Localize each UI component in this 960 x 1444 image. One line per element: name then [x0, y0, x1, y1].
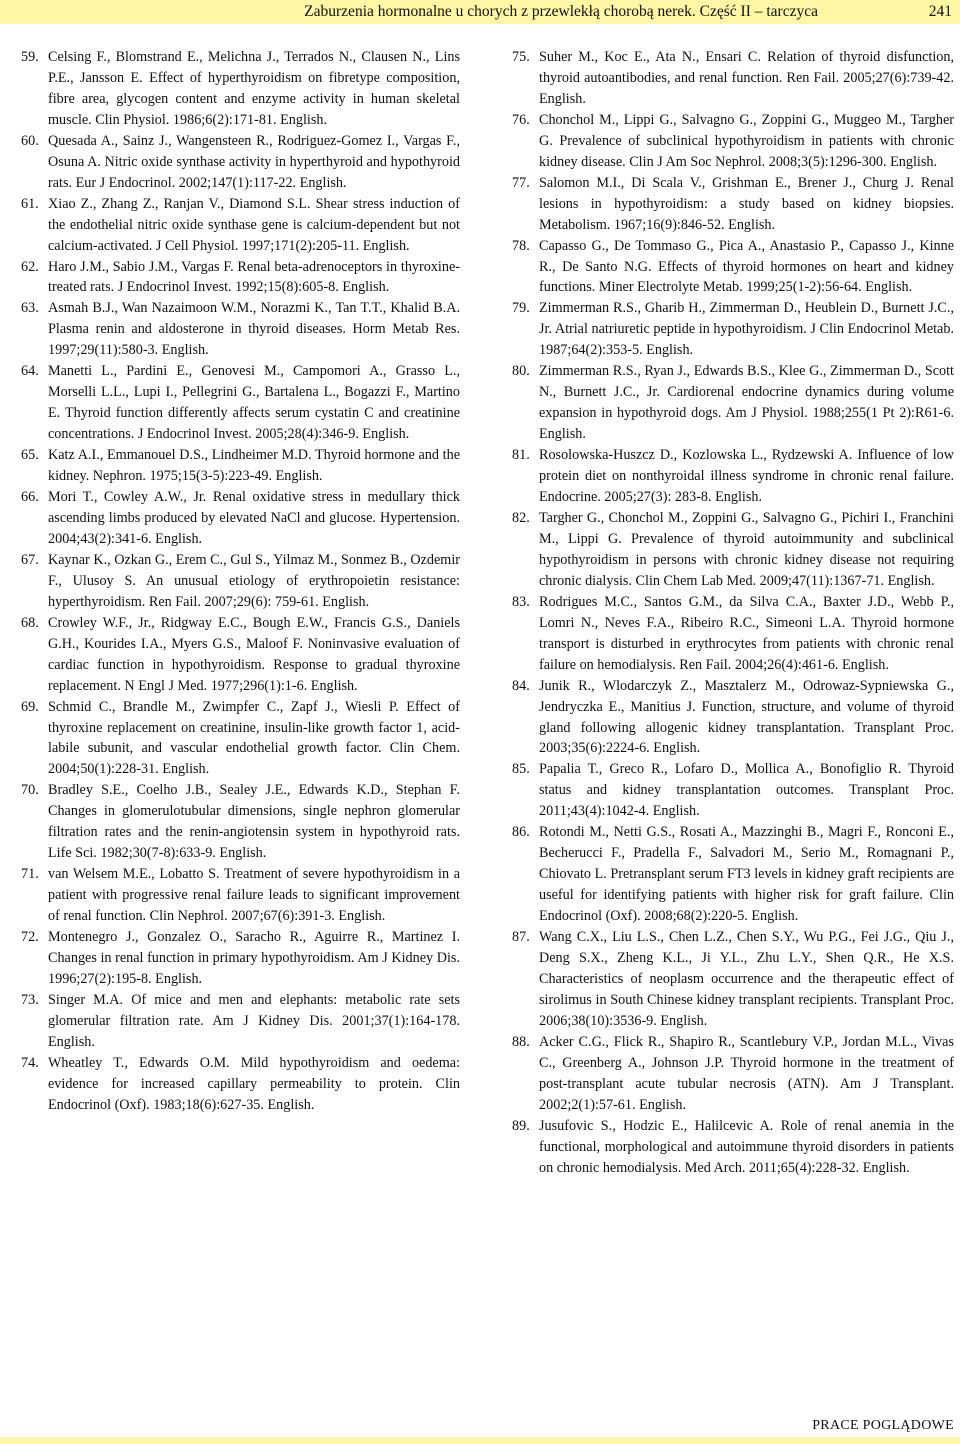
reference-number: 65.	[21, 447, 39, 464]
reference-text: Jusufovic S., Hodzic E., Halilcevic A. Role of renal anemia in the functional, morphological and autoimmune thyroid disorders in patients on chronic hemodialysis. Med Arch. 2011;65(4):228-32. English.	[539, 1117, 954, 1176]
reference-item	[21, 445, 460, 487]
reference-item	[21, 194, 460, 257]
reference-number: 63.	[21, 300, 39, 317]
reference-text: Rotondi M., Netti G.S., Rosati A., Mazzinghi B., Magri F., Ronconi E., Becherucci F., Pradella F., Salvadori M., Serio M., Romagnani P., Chiovato L. Pretransplant serum FT3 levels in kidney graft recipients are useful for identifying patients with higher risk for graft failure. Clin Endocrinol (Oxf). 2008;68(2):220-5. English.	[539, 824, 954, 925]
reference-number: 81.	[512, 447, 530, 464]
reference-text: Wang C.X., Liu L.S., Chen L.Z., Chen S.Y., Wu P.G., Fei J.G., Qiu J., Deng S.X., Zheng K.L., Ji Y.L., Zhu L.Y., Shen Q.R., He X.S. Characteristics of neoplasm occurrence and the therapeutic effect of sirolimus in South Chinese kidney transplant recipients. Transplant Proc. 2006;38(10):3536-9. English.	[539, 929, 954, 1029]
reference-item	[21, 550, 460, 613]
reference-number: 76.	[512, 111, 530, 128]
reference-text: Manetti L., Pardini E., Genovesi M., Campomori A., Grasso L., Morselli L.L., Lupi I., Pellegrini G., Bartalena L., Bogazzi F., Martino E. Thyroid function differently affects serum cystatin C and creatinine concentrations. J Endocrinol Invest. 2005;28(4):346-9. English.	[48, 363, 460, 443]
reference-text: Targher G., Chonchol M., Zoppini G., Salvagno G., Pichiri I., Franchini M., Lippi G. Prevalence of thyroid autoimmunity and subclinical hypothyroidism in persons with chronic kidney disease not requiring chronic dialysis. Clin Chem Lab Med. 2009;47(11):1367-71. English.	[539, 509, 954, 589]
reference-item	[512, 1116, 954, 1179]
reference-number: 74.	[21, 1054, 39, 1071]
reference-item	[512, 236, 954, 299]
reference-number: 82.	[512, 509, 530, 526]
reference-number: 89.	[512, 1117, 530, 1134]
reference-number: 68.	[21, 614, 39, 631]
reference-number: 71.	[21, 866, 39, 883]
reference-text: Crowley W.F., Jr., Ridgway E.C., Bough E.W., Francis G.S., Daniels G.H., Kourides I.A., Myers G.S., Maloof F. Noninvasive evaluation of cardiac function in hypothyroidism. Response to gradual thyroxine replacement. N Engl J Med. 1977;296(1):1-6. English.	[48, 614, 460, 694]
reference-text: Zimmerman R.S., Ryan J., Edwards B.S., Klee G., Zimmerman D., Scott N., Burnett J.C., Jr. Cardiorenal endocrine dynamics during volume expansion in hypothyroid dogs. Am J Physiol. 1988;255(1 Pt 2):R61-6. English.	[539, 363, 954, 443]
reference-text: Capasso G., De Tommaso G., Pica A., Anastasio P., Capasso J., Kinne R., De Santo N.G. Effects of thyroid hormones on heart and kidney functions. Miner Electrolyte Metab. 1999;25(1-2):56-64. English.	[539, 237, 954, 296]
reference-number: 77.	[512, 174, 530, 191]
reference-number: 60.	[21, 132, 39, 149]
reference-text: Rodrigues M.C., Santos G.M., da Silva C.A., Baxter J.D., Webb P., Lomri N., Neves F.A., Ribeiro R.C., Simeoni L.A. Thyroid hormone transport is disturbed in erythrocytes from patients with chronic renal failure on hemodialysis. Ren Fail. 2004;26(4):461-6. English.	[539, 593, 954, 673]
reference-item	[21, 487, 460, 550]
reference-text: van Welsem M.E., Lobatto S. Treatment of severe hypothyroidism in a patient with progressive renal failure leads to significant improvement of renal function. Clin Nephrol. 2007;67(6):391-3. English.	[48, 866, 460, 925]
reference-item	[512, 173, 954, 236]
reference-number: 80.	[512, 363, 530, 380]
reference-item	[512, 759, 954, 822]
reference-item	[512, 298, 954, 361]
reference-item	[21, 298, 460, 361]
reference-number: 66.	[21, 489, 39, 506]
reference-number: 72.	[21, 929, 39, 946]
reference-item	[512, 110, 954, 173]
reference-text: Montenegro J., Gonzalez O., Saracho R., Aguirre R., Martinez I. Changes in renal function in primary hypothyroidism. Am J Kidney Dis. 1996;27(2):195-8. English.	[48, 929, 460, 987]
reference-number: 61.	[21, 195, 39, 212]
reference-item	[512, 676, 954, 760]
reference-number: 73.	[21, 991, 39, 1008]
reference-text: Junik R., Wlodarczyk Z., Masztalerz M., Odrowaz-Sypniewska G., Jendryczka E., Manitius J. Function, structure, and volume of thyroid gland following allogenic kidney transplantation. Transplant Proc. 2003;35(6):2224-6. English.	[539, 677, 954, 757]
reference-item	[512, 927, 954, 1032]
reference-number: 75.	[512, 49, 530, 65]
reference-text: Schmid C., Brandle M., Zwimpfer C., Zapf J., Wiesli P. Effect of thyroxine replacement on creatinine, insulin-like growth factor 1, acid-labile subunit, and vascular endothelial growth factor. Clin Chem. 2004;50(1):228-31. English.	[48, 698, 460, 778]
reference-text: Rosolowska-Huszcz D., Kozlowska L., Rydzewski A. Influence of low protein diet on nonthyroidal illness syndrome in chronic renal failure. Endocrine. 2005;27(3): 283-8. English.	[539, 447, 954, 506]
reference-item	[21, 990, 460, 1053]
running-header-title: Zaburzenia hormonalne u chorych z przewlekłą chorobą nerek. Część II – tarczyca	[304, 3, 818, 20]
reference-number: 79.	[512, 300, 530, 317]
reference-text: Haro J.M., Sabio J.M., Vargas F. Renal beta-adrenoceptors in thyroxine-treated rats. J Endocrinol Invest. 1992;15(8):605-8. English.	[48, 258, 460, 296]
reference-text: Celsing F., Blomstrand E., Melichna J., Terrados N., Clausen N., Lins P.E., Jansson E. Effect of hyperthyroidism on fibretype composition, fibre area, glycogen content and enzyme activity in human skeletal muscle. Clin Physiol. 1986;6(2):171-81. English.	[48, 49, 460, 128]
reference-text: Katz A.I., Emmanouel D.S., Lindheimer M.D. Thyroid hormone and the kidney. Nephron. 1975;15(3-5):223-49. English.	[48, 447, 460, 485]
reference-item	[21, 780, 460, 864]
reference-text: Papalia T., Greco R., Lofaro D., Mollica A., Bonofiglio R. Thyroid status and kidney transplantation outcomes. Transplant Proc. 2011;43(4):1042-4. English.	[539, 761, 954, 820]
reference-text: Mori T., Cowley A.W., Jr. Renal oxidative stress in medullary thick ascending limbs produced by elevated NaCl and glucose. Hypertension. 2004;43(2):341-6. English.	[48, 489, 460, 547]
reference-item	[21, 1053, 460, 1116]
reference-number: 83.	[512, 593, 530, 610]
reference-text: Zimmerman R.S., Gharib H., Zimmerman D., Heublein D., Burnett J.C., Jr. Atrial natriuretic peptide in hypothyroidism. J Clin Endocrinol Metab. 1987;64(2):353-5. English.	[539, 300, 954, 359]
reference-item	[21, 47, 460, 131]
reference-number: 86.	[512, 824, 530, 841]
reference-text: Xiao Z., Zhang Z., Ranjan V., Diamond S.L. Shear stress induction of the endothelial nitric oxide synthase gene is calcium-dependent but not calcium-activated. J Cell Physiol. 1997;171(2):205-11. English.	[48, 195, 460, 254]
reference-item	[21, 361, 460, 445]
reference-number: 69.	[21, 698, 39, 715]
reference-item	[512, 592, 954, 676]
reference-number: 70.	[21, 782, 39, 799]
reference-item	[512, 361, 954, 445]
reference-item	[21, 927, 460, 990]
reference-number: 85.	[512, 761, 530, 778]
reference-item	[512, 508, 954, 592]
references-right-column	[512, 47, 954, 1178]
reference-item	[21, 257, 460, 299]
running-header	[0, 0, 960, 24]
reference-number: 84.	[512, 677, 530, 694]
page-number: 241	[928, 3, 952, 20]
reference-item	[21, 864, 460, 927]
section-footer: PRACE POGLĄDOWE	[812, 1418, 954, 1433]
reference-text: Singer M.A. Of mice and men and elephants: metabolic rate sets glomerular filtration rate. Am J Kidney Dis. 2001;37(1):164-178. English.	[48, 991, 460, 1050]
references-left-column	[21, 47, 460, 1116]
reference-number: 78.	[512, 237, 530, 254]
reference-item	[512, 47, 954, 110]
reference-text: Kaynar K., Ozkan G., Erem C., Gul S., Yilmaz M., Sonmez B., Ozdemir F., Ulusoy S. An unusual etiology of erythropoietin resistance: hyperthyroidism. Ren Fail. 2007;29(6): 759-61. English.	[48, 551, 460, 610]
reference-number: 64.	[21, 363, 39, 380]
reference-number: 62.	[21, 258, 39, 275]
reference-text: Bradley S.E., Coelho J.B., Sealey J.E., Edwards K.D., Stephan F. Changes in glomerulotubular dimensions, single nephron glomerular filtration rates and the renin-angiotensin system in hypothyroid rats. Life Sci. 1982;30(7-8):633-9. English.	[48, 782, 460, 862]
reference-text: Wheatley T., Edwards O.M. Mild hypothyroidism and oedema: evidence for increased capillary permeability to protein. Clin Endocrinol (Oxf). 1983;18(6):627-35. English.	[48, 1054, 460, 1113]
reference-number: 88.	[512, 1033, 530, 1050]
reference-text: Quesada A., Sainz J., Wangensteen R., Rodriguez-Gomez I., Vargas F., Osuna A. Nitric oxide synthase activity in hyperthyroid and hypothyroid rats. Eur J Endocrinol. 2002;147(1):117-22. English.	[48, 132, 460, 191]
reference-number: 59.	[21, 49, 39, 65]
reference-text: Acker C.G., Flick R., Shapiro R., Scantlebury V.P., Jordan M.L., Vivas C., Greenberg A., Johnson J.P. Thyroid hormone in the treatment of post-transplant acute tubular necrosis (ATN). Am J Transplant. 2002;2(1):57-61. English.	[539, 1033, 954, 1113]
reference-item	[21, 697, 460, 781]
reference-number: 87.	[512, 929, 530, 946]
reference-item	[512, 445, 954, 508]
reference-item	[512, 822, 954, 927]
reference-number: 67.	[21, 551, 39, 568]
reference-text: Suher M., Koc E., Ata N., Ensari C. Relation of thyroid disfunction, thyroid autoantibodies, and renal function. Ren Fail. 2005;27(6):739-42. English.	[539, 49, 954, 107]
footer-band	[0, 1437, 960, 1444]
reference-item	[21, 131, 460, 194]
reference-text: Asmah B.J., Wan Nazaimoon W.M., Norazmi K., Tan T.T., Khalid B.A. Plasma renin and aldosterone in thyroid diseases. Horm Metab Res. 1997;29(11):580-3. English.	[48, 300, 460, 359]
reference-text: Chonchol M., Lippi G., Salvagno G., Zoppini G., Muggeo M., Targher G. Prevalence of subclinical hypothyroidism in patients with chronic kidney disease. Clin J Am Soc Nephrol. 2008;3(5):1296-300. English.	[539, 111, 954, 170]
reference-item	[21, 613, 460, 697]
reference-item	[512, 1032, 954, 1116]
reference-text: Salomon M.I., Di Scala V., Grishman E., Brener J., Churg J. Renal lesions in hypothyroidism: a study based on kidney biopsies. Metabolism. 1967;16(9):846-52. English.	[539, 174, 954, 233]
